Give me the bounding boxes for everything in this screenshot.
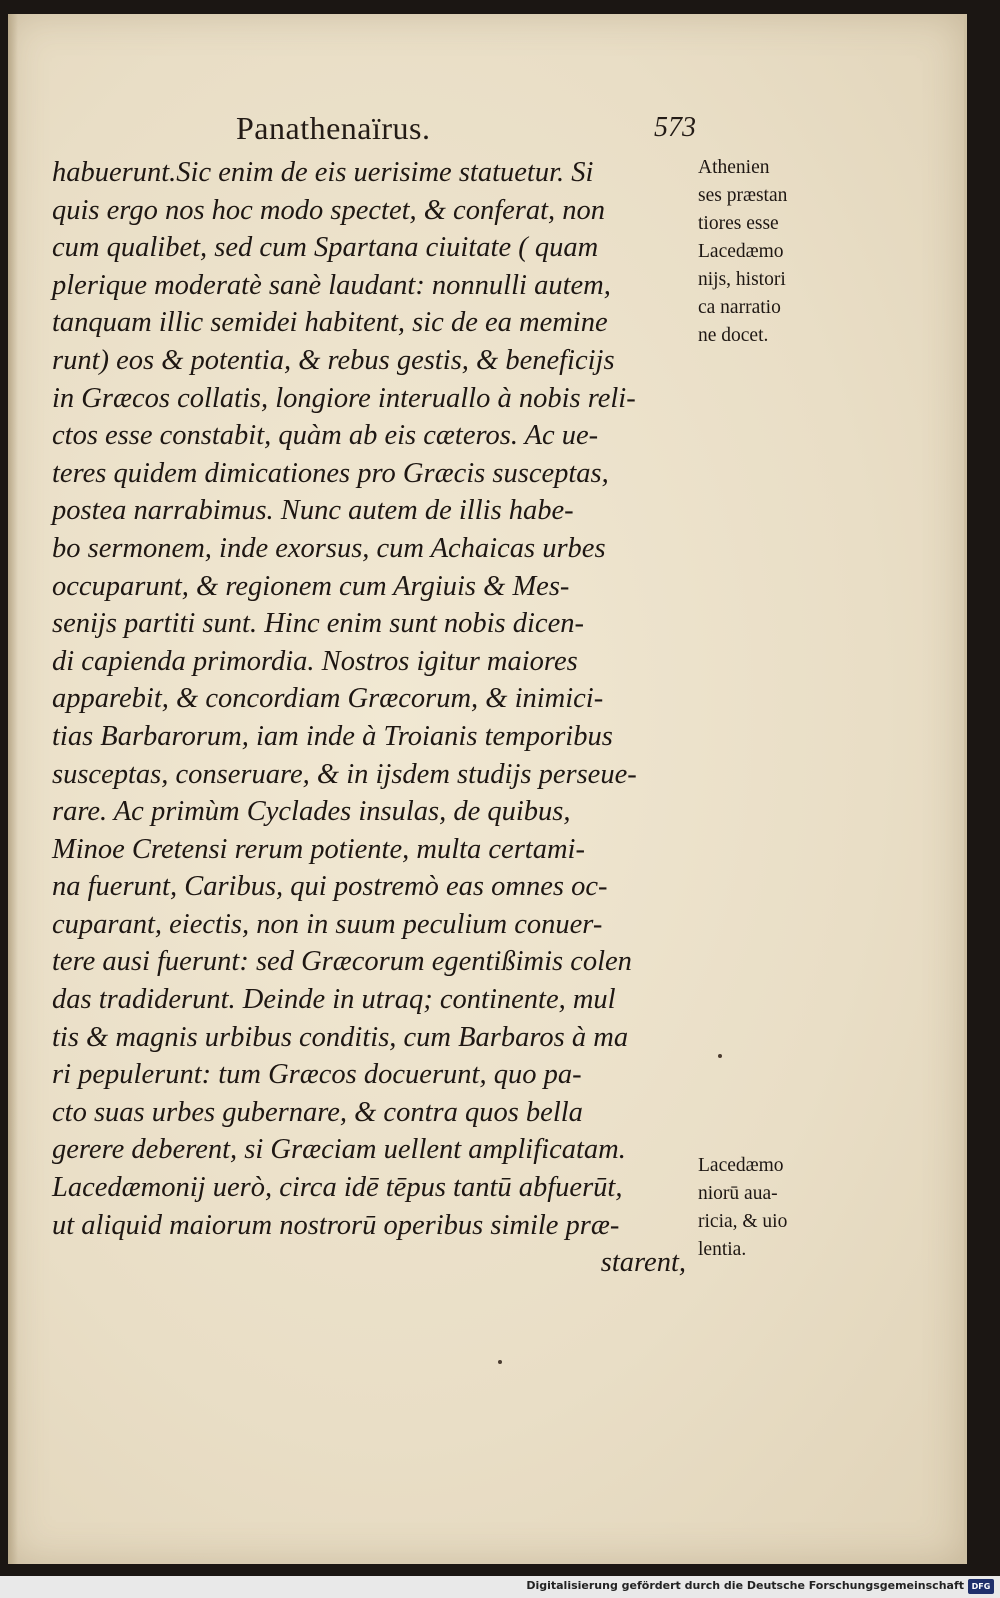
text-line: susceptas, conseruare, & in ijsdem studijs perseue- [52, 758, 637, 790]
note-line: Lacedæmo [698, 241, 784, 262]
text-line: Minoe Cretensi rerum potiente, multa certami- [52, 833, 585, 865]
text-line: rare. Ac primùm Cyclades insulas, de quibus, [52, 796, 571, 828]
text-line: Lacedæmonij uerò, circa idē tēpus tantū abfuerūt, [52, 1172, 623, 1204]
text-line: in Græcos collatis, longiore interuallo à nobis reli- [52, 382, 636, 414]
main-text-block [52, 154, 702, 1282]
page-gutter-shadow [8, 14, 18, 1564]
text-line: senijs partiti sunt. Hinc enim sunt nobis dicen- [52, 608, 584, 640]
text-line: runt) eos & potentia, & rebus gestis, & beneficijs [52, 344, 615, 376]
page-number: 573 [654, 112, 696, 143]
text-line: habuerunt.Sic enim de eis uerisime statuetur. Si [52, 157, 594, 188]
footer-bar [0, 1576, 1000, 1598]
funding-credit: Digitalisierung gefördert durch die Deutsche Forschungsgemeinschaft [526, 1579, 964, 1592]
note-line: niorū aua- [698, 1183, 778, 1204]
text-line: bo sermonem, inde exorsus, cum Achaicas urbes [52, 532, 606, 564]
text-line: cto suas urbes gubernare, & contra quos bella [52, 1096, 583, 1128]
text-line: ri pepulerunt: tum Græcos docuerunt, quo pa- [52, 1059, 582, 1091]
text-line: quis ergo nos hoc modo spectet, & conferat, non [52, 194, 606, 226]
text-line: apparebit, & concordiam Græcorum, & inimici- [52, 683, 604, 715]
note-line: ses præstan [698, 185, 788, 206]
text-line: plerique moderatè sanè laudant: nonnulli autem, [52, 269, 611, 301]
note-line: tiores esse [698, 213, 779, 234]
text-line: occuparunt, & regionem cum Argiuis & Mes- [52, 570, 570, 602]
text-line: teres quidem dimicationes pro Græcis susceptas, [52, 457, 609, 489]
note-line: ca narratio [698, 297, 781, 318]
text-line: di capienda primordia. Nostros igitur maiores [52, 645, 578, 677]
note-line: nijs, histori [698, 269, 786, 290]
note-line: ne docet. [698, 325, 769, 346]
page-header [236, 110, 696, 156]
text-line: gerere deberent, si Græciam uellent amplificatam. [52, 1134, 626, 1166]
text-line: tias Barbarorum, iam inde à Troianis temporibus [52, 720, 613, 752]
text-line: ctos esse constabit, quàm ab eis cæteros. Ac ue- [52, 420, 599, 452]
text-line: tere ausi fuerunt: sed Græcorum egentißimis colen [52, 946, 632, 978]
margin-note-athenians [698, 154, 828, 350]
text-line: tanquam illic semidei habitent, sic de ea memine [52, 307, 608, 339]
text-line: na fuerunt, Caribus, qui postremò eas omnes oc- [52, 871, 608, 903]
note-line: lentia. [698, 1239, 747, 1260]
ink-speck [718, 1054, 722, 1058]
text-line: postea narrabimus. Nunc autem de illis habe- [52, 495, 574, 527]
book-page [8, 14, 967, 1564]
text-line: das tradiderunt. Deinde in utraq; continente, mul [52, 984, 616, 1016]
note-line: Athenien [698, 157, 770, 178]
text-line: ut aliquid maiorum nostrorū operibus simile præ- [52, 1209, 620, 1241]
catchword-line: starent, [600, 1247, 686, 1279]
note-line: ricia, & uio [698, 1211, 788, 1232]
dfg-logo: DFG [968, 1579, 994, 1594]
margin-note-lacedaemonians [698, 1152, 828, 1264]
text-line: cuparant, eiectis, non in suum peculium conuer- [52, 908, 603, 940]
ink-speck [498, 1360, 502, 1364]
running-title: Panathenaïrus. [236, 110, 431, 146]
note-line: Lacedæmo [698, 1155, 784, 1176]
text-line: cum qualibet, sed cum Spartana ciuitate ( quam [52, 232, 599, 264]
text-line: tis & magnis urbibus conditis, cum Barbaros à ma [52, 1021, 629, 1053]
